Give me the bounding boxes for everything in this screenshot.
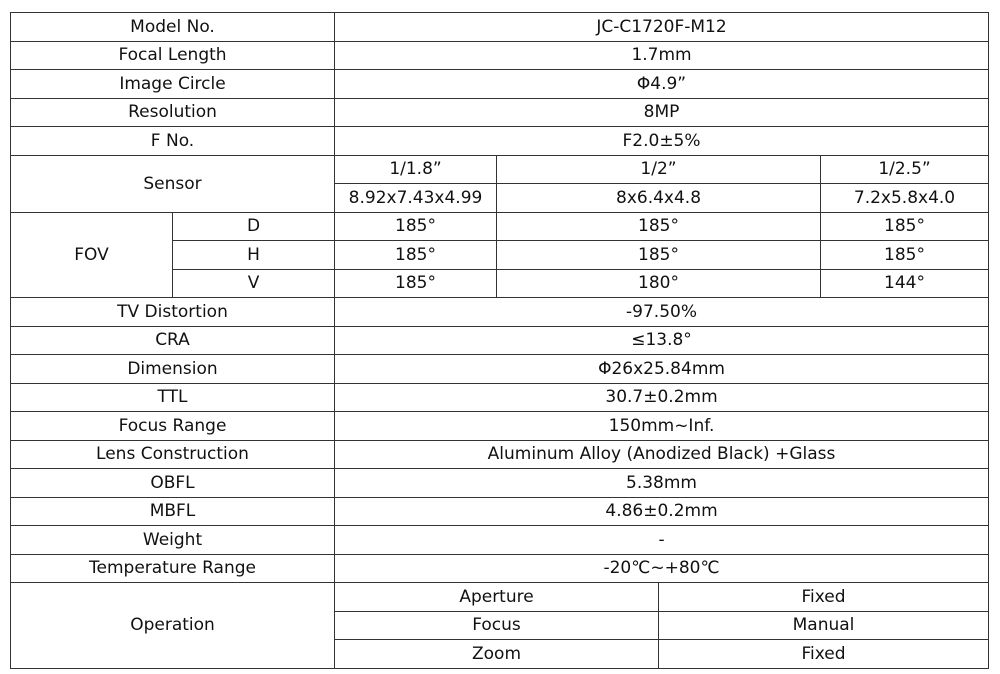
row-value: F2.0±5% bbox=[335, 127, 989, 156]
fov-axis: D bbox=[173, 212, 335, 241]
row-label: Focal Length bbox=[11, 41, 335, 70]
table-row bbox=[11, 383, 989, 412]
row-label: Operation bbox=[11, 583, 335, 669]
fov-value: 185° bbox=[335, 241, 497, 270]
row-value: 30.7±0.2mm bbox=[335, 383, 989, 412]
row-label: MBFL bbox=[11, 497, 335, 526]
fov-value: 185° bbox=[821, 212, 989, 241]
table-row bbox=[11, 98, 989, 127]
table-row bbox=[11, 526, 989, 555]
table-row bbox=[11, 440, 989, 469]
table-row bbox=[11, 583, 989, 612]
table-row bbox=[11, 554, 989, 583]
fov-axis: V bbox=[173, 269, 335, 298]
row-value: -97.50% bbox=[335, 298, 989, 327]
table-row bbox=[11, 212, 989, 241]
sensor-format: 1/2” bbox=[497, 155, 821, 184]
table-row bbox=[11, 298, 989, 327]
row-label: Resolution bbox=[11, 98, 335, 127]
sensor-size: 7.2x5.8x4.0 bbox=[821, 184, 989, 213]
operation-name: Focus bbox=[335, 611, 659, 640]
operation-value: Manual bbox=[659, 611, 989, 640]
row-value: Φ4.9” bbox=[335, 70, 989, 99]
row-value: -20℃~+80℃ bbox=[335, 554, 989, 583]
row-label: TV Distortion bbox=[11, 298, 335, 327]
table-row bbox=[11, 127, 989, 156]
operation-value: Fixed bbox=[659, 583, 989, 612]
row-label: Model No. bbox=[11, 13, 335, 42]
table-row bbox=[11, 469, 989, 498]
sensor-size: 8.92x7.43x4.99 bbox=[335, 184, 497, 213]
operation-name: Aperture bbox=[335, 583, 659, 612]
row-label: Weight bbox=[11, 526, 335, 555]
row-label: Lens Construction bbox=[11, 440, 335, 469]
fov-value: 180° bbox=[497, 269, 821, 298]
fov-value: 185° bbox=[335, 212, 497, 241]
table-row bbox=[11, 13, 989, 42]
fov-value: 185° bbox=[497, 241, 821, 270]
operation-name: Zoom bbox=[335, 640, 659, 669]
row-label: Sensor bbox=[11, 155, 335, 212]
fov-value: 185° bbox=[335, 269, 497, 298]
row-value: 5.38mm bbox=[335, 469, 989, 498]
fov-value: 185° bbox=[821, 241, 989, 270]
row-label: FOV bbox=[11, 212, 173, 298]
sensor-format: 1/1.8” bbox=[335, 155, 497, 184]
row-value: - bbox=[335, 526, 989, 555]
fov-value: 185° bbox=[497, 212, 821, 241]
operation-value: Fixed bbox=[659, 640, 989, 669]
row-value: JC-C1720F-M12 bbox=[335, 13, 989, 42]
table-row bbox=[11, 41, 989, 70]
spec-table bbox=[10, 12, 989, 669]
sensor-size: 8x6.4x4.8 bbox=[497, 184, 821, 213]
fov-value: 144° bbox=[821, 269, 989, 298]
row-value: Φ26x25.84mm bbox=[335, 355, 989, 384]
row-label: TTL bbox=[11, 383, 335, 412]
row-label: Temperature Range bbox=[11, 554, 335, 583]
row-value: Aluminum Alloy (Anodized Black) +Glass bbox=[335, 440, 989, 469]
row-label: Focus Range bbox=[11, 412, 335, 441]
row-label: F No. bbox=[11, 127, 335, 156]
fov-axis: H bbox=[173, 241, 335, 270]
row-value: 4.86±0.2mm bbox=[335, 497, 989, 526]
table-row bbox=[11, 355, 989, 384]
table-row bbox=[11, 412, 989, 441]
table-row bbox=[11, 155, 989, 184]
table-row bbox=[11, 326, 989, 355]
row-label: CRA bbox=[11, 326, 335, 355]
table-row bbox=[11, 70, 989, 99]
row-value: 1.7mm bbox=[335, 41, 989, 70]
table-row bbox=[11, 497, 989, 526]
sensor-format: 1/2.5” bbox=[821, 155, 989, 184]
row-label: Dimension bbox=[11, 355, 335, 384]
row-value: ≤13.8° bbox=[335, 326, 989, 355]
row-label: OBFL bbox=[11, 469, 335, 498]
row-label: Image Circle bbox=[11, 70, 335, 99]
row-value: 150mm~Inf. bbox=[335, 412, 989, 441]
row-value: 8MP bbox=[335, 98, 989, 127]
